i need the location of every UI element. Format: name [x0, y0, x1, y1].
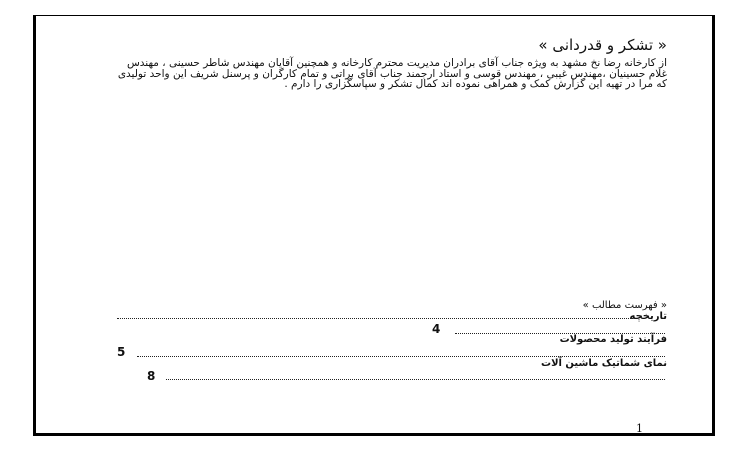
page-number: 1: [636, 422, 643, 435]
toc-item-label: نمای شماتیک ماشین آلات: [541, 358, 667, 369]
toc-heading: « فهرست مطالب »: [582, 300, 667, 311]
toc-item-label: فرآیند تولید محصولات: [559, 334, 667, 345]
toc-item-page: 5: [117, 345, 126, 359]
toc-item-page: 4: [432, 322, 441, 336]
page-title: « تشکر و قدردانی »: [538, 36, 667, 54]
acknowledgement-paragraph: از کارخانه رضا نخ مشهد به ویژه جناب آقای برادران مدیریت محترم کارخانه و همچنین آقایان مهندس شاطر حسینی ، مهندس غلام حسینیان ،مهندس غیبی ، مهندس قوسی و استاد ارجمند جناب آقای براتی و تمام کارگران و پرسنل شریف این واحد تولیدی که مرا در تهیه این گزارش کمک و همراهی نموده اند کمال تشکر و سپاسگزاری را دارم .: [117, 57, 667, 90]
toc-item-page: 8: [147, 369, 156, 383]
toc-leader-dots: [166, 379, 665, 380]
toc-item-label: تاریخچه: [629, 311, 667, 322]
toc-leader-dots: [137, 356, 665, 357]
toc-leader-dots: [117, 318, 635, 319]
